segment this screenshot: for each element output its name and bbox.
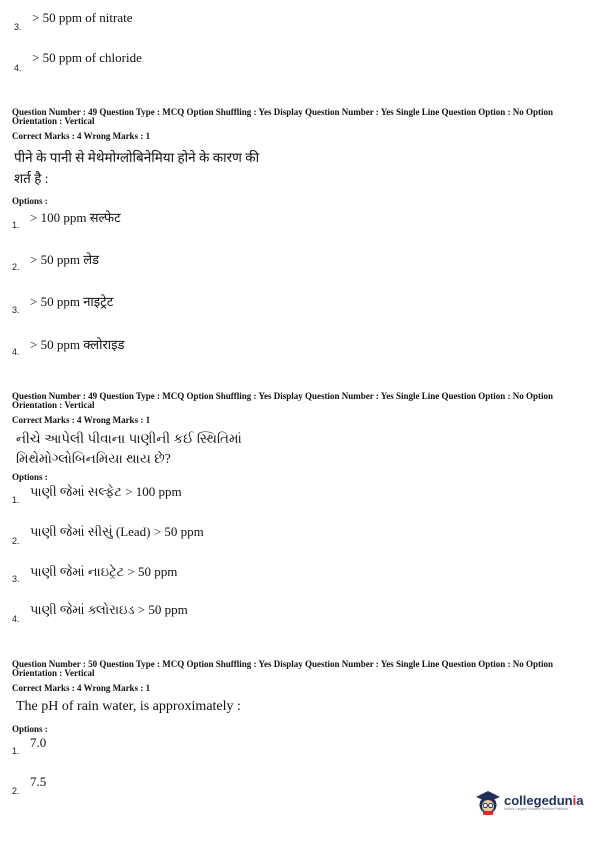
option-text: > 50 ppm लेड (30, 252, 99, 267)
option-number: 2. (12, 536, 20, 546)
logo-wordmark: collegedunia (504, 793, 584, 808)
option-text: પાણી જેમાં નાઇટ્રેટ > 50 ppm (30, 564, 178, 579)
options-label: Options : (12, 472, 48, 482)
question-marks: Correct Marks : 4 Wrong Marks : 1 (12, 131, 151, 141)
option-number: 1. (12, 495, 20, 505)
option-text: 7.5 (30, 774, 47, 789)
option-text: 7.0 (30, 735, 47, 750)
option-number: 4. (12, 614, 20, 624)
option-text: > 50 ppm नाइट्रेट (30, 294, 114, 309)
graduate-mascot-icon (474, 790, 502, 816)
logo-tagline: India's Largest Student Review Platform (504, 807, 568, 811)
option-text: > 50 ppm of chloride (32, 50, 142, 65)
question-text-line2: शर्त है : (14, 171, 49, 186)
option-text: પાણી જેમાં સલ્ફેટ > 100 ppm (30, 484, 182, 499)
question-meta: Question Number : 49 Question Type : MCQ Option Shuffling : Yes Display Question Number : Yes Single Line Question Option : No Option Orientation : Vertical (12, 107, 553, 126)
option-text: પાણી જેમાં સીસું (Lead) > 50 ppm (30, 524, 204, 539)
option-text: > 50 ppm क्लोराइड (30, 337, 125, 352)
option-text: > 50 ppm of nitrate (32, 10, 133, 25)
question-text-line2: મિથેમોગ્લોબિનમિયા થાય છે? (16, 451, 171, 466)
option-number: 3. (12, 305, 20, 315)
question-meta: Question Number : 50 Question Type : MCQ Option Shuffling : Yes Display Question Number : Yes Single Line Question Option : No Option Orientation : Vertical (12, 659, 553, 678)
question-text-line1: નીચે આપેલી પીવાના પાણીની કઈ સ્થિતિમાં (16, 431, 242, 446)
option-number: 4. (12, 347, 20, 357)
option-number: 3. (14, 22, 22, 32)
question-text: The pH of rain water, is approximately : (16, 699, 241, 714)
options-label: Options : (12, 724, 48, 734)
option-number: 1. (12, 220, 20, 230)
option-text: > 100 ppm सल्फेट (30, 210, 121, 225)
option-number: 2. (12, 262, 20, 272)
collegedunia-logo (474, 790, 583, 816)
option-number: 1. (12, 746, 20, 756)
question-marks: Correct Marks : 4 Wrong Marks : 1 (12, 683, 151, 693)
option-number: 4. (14, 63, 22, 73)
option-number: 3. (12, 574, 20, 584)
option-number: 2. (12, 786, 20, 796)
question-text-line1: पीने के पानी से मेथेमोग्लोबिनेमिया होने के कारण की (14, 150, 260, 165)
option-text: પાણી જેમાં ક્લોરાઇડ > 50 ppm (30, 602, 188, 617)
question-meta: Question Number : 49 Question Type : MCQ Option Shuffling : Yes Display Question Number : Yes Single Line Question Option : No Option Orientation : Vertical (12, 391, 553, 410)
question-marks: Correct Marks : 4 Wrong Marks : 1 (12, 415, 151, 425)
options-label: Options : (12, 196, 48, 206)
